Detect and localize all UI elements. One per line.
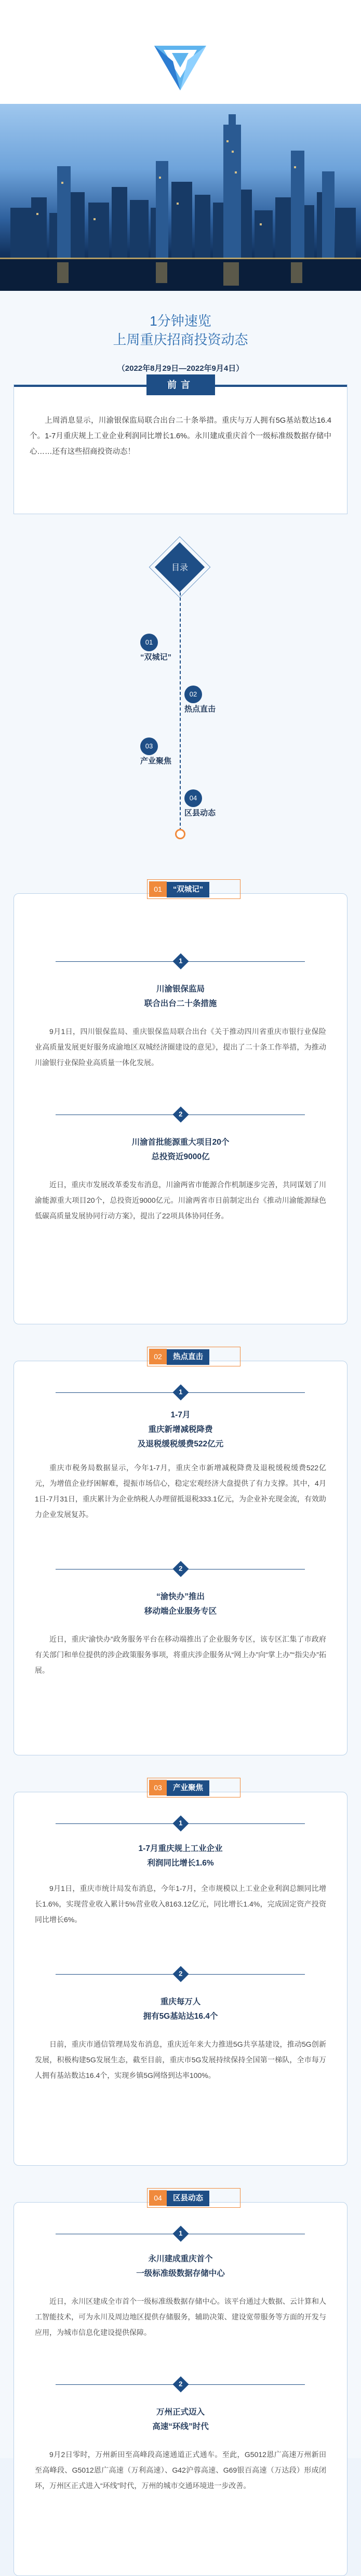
section-hot-topics [14, 1352, 347, 1755]
item-heading: 万州正式迈入 高速“环线”时代 [152, 2408, 209, 2431]
preface-label: 前言 [146, 374, 215, 395]
section-district-news [14, 2194, 347, 2576]
header [0, 0, 361, 104]
item-number-badge: 2 [172, 1966, 189, 1982]
item-number-badge: 1 [172, 953, 189, 969]
section-header [149, 1349, 209, 1367]
section-header [149, 2190, 209, 2209]
item-body: 重庆市税务局数据显示，今年1-7月，重庆全市新增减税降费及退税缓税缓费522亿元，为增值企业纾困解难，提振市场信心，稳定宏观经济大盘提供了有力支撑。其中，4月1日-7月31日，重庆累计为企业纳税人办理留抵退税333.1亿元，为企业补充现金流，有效助力企业发展复苏。 [35, 1464, 326, 1519]
item-body: 近日，重庆市发展改革委发布消息，川渝两省市能源合作机制逐步完善，共同谋划了川渝能源重大项目20个，总投资近9000亿元。川渝两省市日前制定出台《推动川渝能源绿色低碳高质量发展协同行动方案》，提出了22项具体协同任务。 [35, 1180, 326, 1220]
brand-logo-icon [154, 46, 206, 90]
item-heading: 重庆每万人 拥有5G基站达16.4个 [143, 1997, 218, 2021]
section-title: 热点直击 [167, 1349, 209, 1365]
section-header [149, 881, 209, 900]
toc-item-4[interactable] [184, 789, 216, 818]
city-skyline-image [0, 104, 361, 291]
preface-text: 上周消息显示，川渝银保监局联合出台二十条举措。重庆与万人拥有5G基站数达16.4个。1-7月重庆规上工业企业利润同比增长1.6%。永川建成重庆首个一级标准级数据存储中心……还有这些招商投资动态！ [30, 417, 331, 456]
page-title-line1: 1分钟速览 [150, 313, 211, 329]
item-number-badge: 1 [172, 1815, 189, 1831]
preface-box [14, 380, 347, 514]
toc-item-label: “双城记” [140, 653, 172, 662]
toc-item-label: 热点直击 [184, 705, 216, 714]
date-range: （2022年8月29日—2022年9月4日） [117, 364, 244, 373]
item-heading: 川渝银保监局 联合出台二十条措施 [144, 985, 217, 1008]
toc-item-number: 02 [184, 686, 202, 703]
section-header [149, 1780, 209, 1799]
toc-item-number: 04 [184, 789, 202, 807]
section-title: 产业聚焦 [167, 1780, 209, 1796]
item-body: 9月1日，重庆市统计局发布消息，今年1-7月，全市规模以上工业企业利润总额同比增长1.6%，实现营业收入累计5%营业收入8163.12亿元，同比增长1.4%，完成固定资产投资同比增长6%。 [35, 1884, 326, 1924]
item-body: 日前，重庆市通信管理局发布消息，重庆近年来大力推进5G共享基建设，推动5G创新发展，积极构建5G发展生态，截至目前，重庆市5G发展持续保持全国第一梯队，全市每万人拥有基站数达16.4个，实现乡镇5G网络到达率100%。 [35, 2040, 326, 2079]
item-body: 9月2日零时，万州新田至高峰段高速通道正式通车。至此，G5012恩广高速万州新田至高峰段、G5012恩广高速（万利高速）、G42沪蓉高速、G69银百高速（万达段）形成闭环，万州区正式进入“环线”时代，万州的城市交通环境进一步改善。 [35, 2450, 326, 2490]
item-number-badge: 2 [172, 2376, 189, 2392]
item-number-badge: 2 [172, 1561, 189, 1577]
toc-item-2[interactable] [184, 686, 216, 714]
section-number: 03 [149, 1780, 167, 1795]
section-double-city [14, 885, 347, 1324]
section-industry-focus [14, 1783, 347, 2166]
section-number: 02 [149, 1349, 167, 1364]
toc-item-1[interactable] [140, 634, 171, 662]
item-number-badge: 1 [172, 2225, 189, 2242]
item-body: 9月1日，四川银保监局、重庆银保监局联合出台《关于推动四川省重庆市银行业保险业高质量发展更好服务成渝地区双城经济圈建设的意见》，提出了二十条工作举措，为推动川渝银行业保险业高质量一体化发展。 [35, 1027, 326, 1067]
toc-label: 目录 [171, 564, 188, 572]
title-block [0, 291, 361, 384]
toc-item-number: 01 [140, 634, 158, 651]
item-number-badge: 1 [172, 1384, 189, 1400]
toc-end-dot [175, 829, 185, 839]
item-body: 近日，重庆“渝快办”政务服务平台在移动端推出了企业服务专区，该专区汇集了市政府有关部门和单位提供的涉企政策服务事项，将重庆涉企服务从“网上办”向“掌上办”“指尖办”拓展。 [35, 1635, 326, 1674]
toc-item-label: 区县动态 [184, 809, 216, 817]
section-number: 01 [149, 881, 167, 897]
item-body: 近日，永川区建成全市首个一级标准级数据存储中心。该平台通过大数据、云计算和人工智能技术，可为永川及周边地区提供存储服务，辅助决策、建设宽带服务等方面的开发与应用，为城市信息化建设提供保障。 [35, 2297, 326, 2337]
toc-item-label: 产业聚焦 [140, 757, 172, 766]
item-heading: 1-7月重庆规上工业企业 利润同比增长1.6% [138, 1844, 223, 1868]
item-heading: 永川建成重庆首个 一级标准级数据存储中心 [136, 2255, 225, 2278]
item-number-badge: 2 [172, 1106, 189, 1122]
section-title: “双城记” [167, 882, 209, 897]
item-heading: 川渝首批能源重大项目20个 总投资近9000亿 [131, 1138, 230, 1161]
table-of-contents [0, 514, 361, 862]
item-heading: 1-7月 重庆新增减税降费 及退税缓税缓费522亿元 [137, 1411, 224, 1448]
page-title-line2: 上周重庆招商投资动态 [113, 332, 248, 347]
toc-item-3[interactable] [140, 737, 171, 766]
item-heading: “渝快办”推出 移动端企业服务专区 [144, 1592, 217, 1616]
section-title: 区县动态 [167, 2191, 209, 2206]
toc-item-number: 03 [140, 737, 158, 755]
section-number: 04 [149, 2190, 167, 2206]
